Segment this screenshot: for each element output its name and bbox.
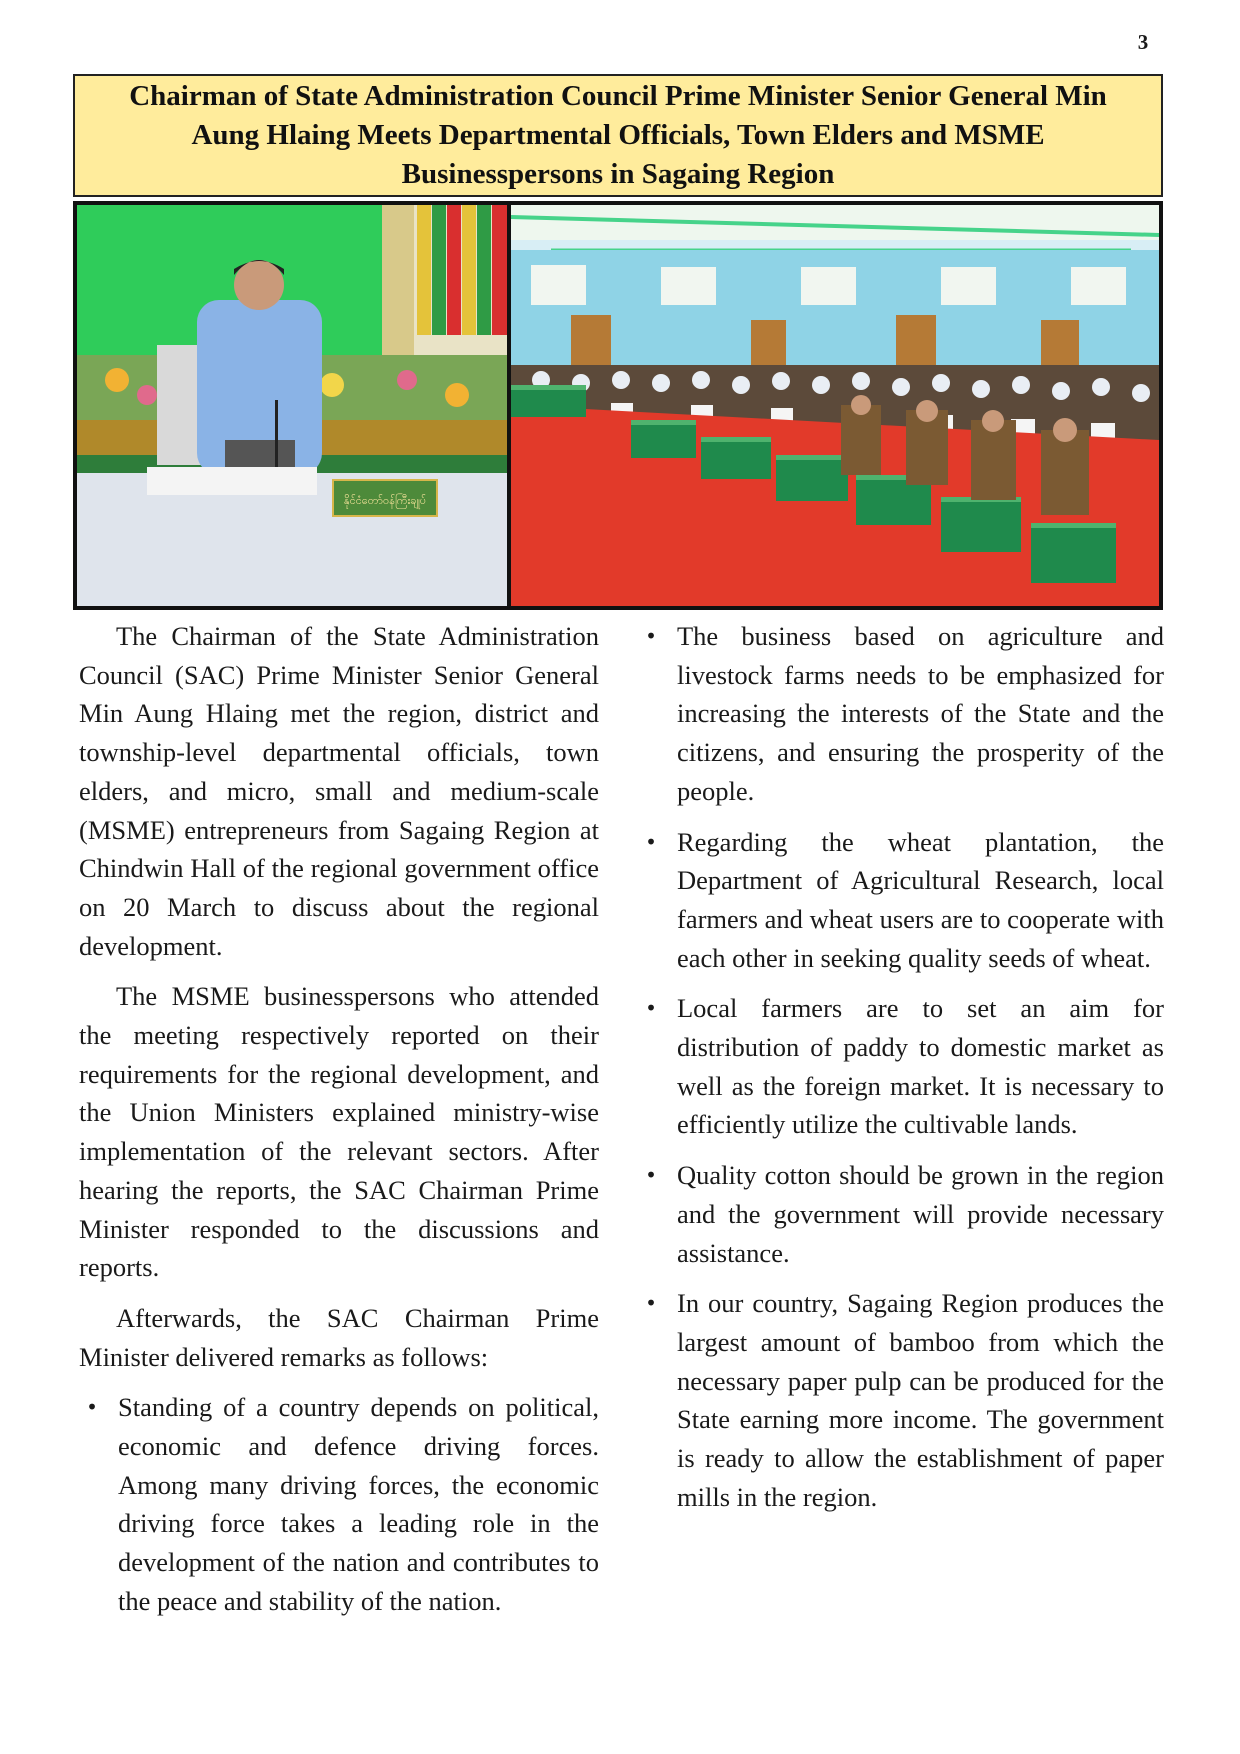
list-item [79,1388,599,1620]
speaker-photo [77,205,507,606]
paragraph: The Chairman of the State Administration Council (SAC) Prime Minister Senior General Min Aung Hlaing met the region, district and township-level departmental officials, town elders, and micro, small and medium-scale (MSME) entrepreneurs from Sagaing Region at Chindwin Hall of the regional government office on 20 March to discuss about the regional development. [79,621,599,961]
paragraph: The MSME businesspersons who attended the meeting respectively reported on their requirements for the regional development, and the Union Ministers explained ministry-wise implementation of the relevant sectors. After hearing the reports, the SAC Chairman Prime Minister responded to the discussions and reports. [79,981,599,1283]
audience-photo [511,205,1159,606]
article-right-column [638,617,1164,1528]
list-item [638,617,1164,811]
list-item [638,1284,1164,1516]
bullet-icon: • [645,829,657,854]
list-item [638,1156,1164,1272]
list-item-text: Regarding the wheat plantation, the Department of Agricultural Research, local farmers and wheat users are to cooperate with each other in seeking quality seeds of wheat. [677,826,1164,973]
headline-banner [73,74,1163,197]
list-item-text: Quality cotton should be grown in the region and the government will provide necessary assistance. [677,1160,1164,1268]
paragraph: Afterwards, the SAC Chairman Prime Minister delivered remarks as follows: [79,1302,599,1372]
bullet-icon: • [645,1163,657,1188]
nameplate-text: နိုင်ငံတော်ဝန်ကြီးချုပ် [343,494,427,507]
bullet-icon: • [645,624,657,648]
bullet-icon: • [645,996,657,1021]
remarks-list [79,1388,599,1620]
list-item-text: Standing of a country depends on political, economic and defence driving forces. Among many driving forces, the economic driving force takes a leading role in the development of the nation and contributes to the peace and stability of the nation. [118,1392,599,1616]
list-item-text: Local farmers are to set an aim for distribution of paddy to domestic market as well as the foreign market. It is necessary to efficiently utilize the cultivable lands. [677,993,1164,1140]
bullet-icon: • [645,1291,657,1316]
remarks-list [638,617,1164,1516]
article-left-column [79,617,599,1633]
photo-frame [73,201,1163,610]
page-number: 3 [1137,30,1149,54]
headline: Chairman of State Administration Council Prime Minister Senior General Min Aung Hlaing Meets Departmental Officials, Town Elders and MSME Businesspersons in Sagaing Region [129,80,1107,190]
list-item-text: In our country, Sagaing Region produces the largest amount of bamboo from which the necessary paper pulp can be produced for the State earning more income. The government is ready to allow the establishment of paper mills in the region. [677,1288,1164,1512]
list-item-text: The business based on agriculture and livestock farms needs to be emphasized for increasing the interests of the State and the citizens, and ensuring the prosperity of the people. [677,621,1164,806]
list-item [638,989,1164,1144]
list-item [638,823,1164,978]
bullet-icon: • [86,1395,98,1420]
